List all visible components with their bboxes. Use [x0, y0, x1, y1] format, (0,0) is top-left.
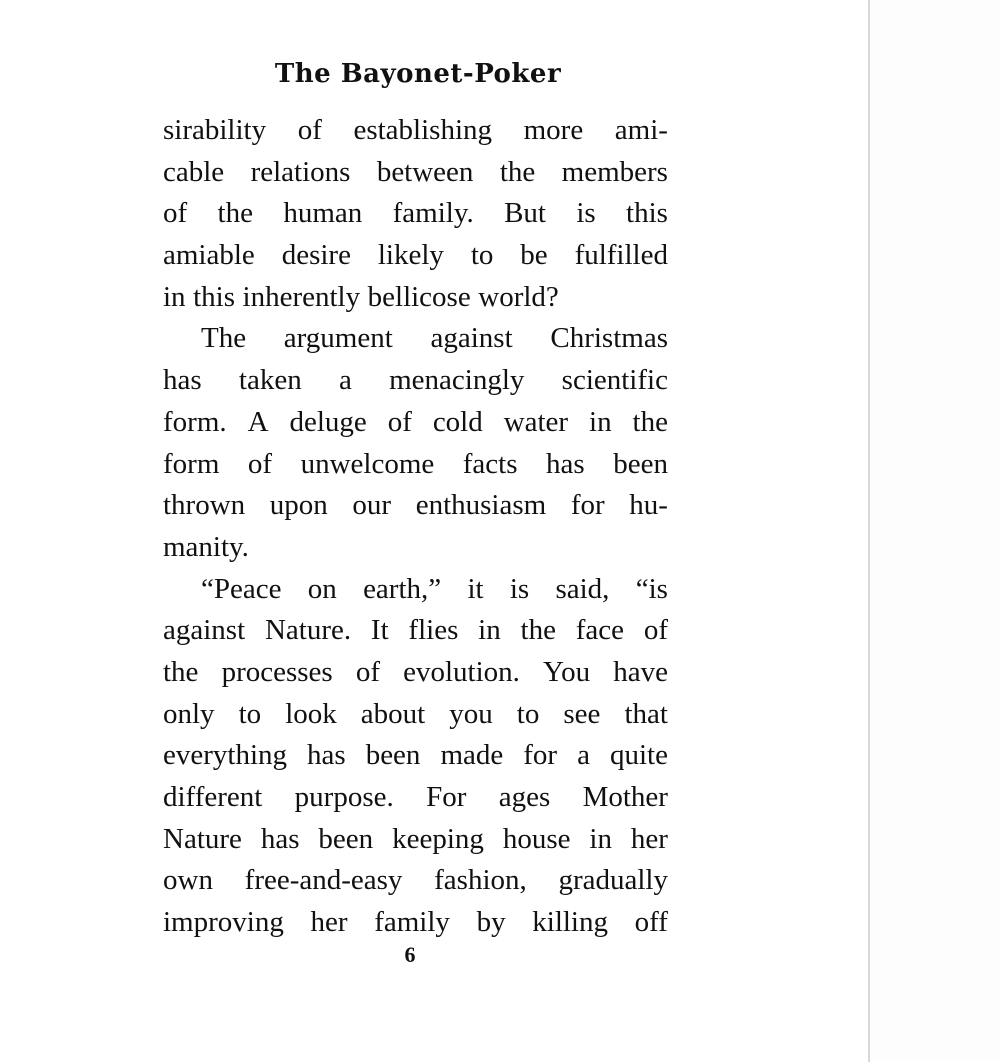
word: form.	[163, 405, 227, 438]
word: facts	[462, 447, 518, 480]
text-line	[163, 860, 668, 902]
word: water	[503, 405, 569, 438]
word: by	[476, 906, 506, 939]
text-line	[163, 152, 668, 194]
word: house	[502, 822, 571, 855]
text-line	[163, 235, 668, 277]
body-text	[163, 110, 668, 944]
word: ages	[498, 781, 551, 813]
word: establishing	[353, 114, 493, 146]
word: this	[626, 197, 668, 230]
word: cold	[432, 405, 483, 438]
word: It	[370, 614, 389, 647]
word: ami-	[614, 114, 668, 146]
word: own	[163, 864, 213, 897]
word: a	[338, 364, 352, 397]
word: of	[355, 655, 380, 688]
word: gradually	[558, 864, 668, 897]
word: likely	[377, 239, 444, 272]
text-line	[163, 902, 668, 944]
word: more	[523, 114, 584, 146]
word: free-and-easy	[244, 864, 403, 897]
word: has	[546, 447, 585, 480]
word: members	[561, 155, 668, 188]
word: off	[634, 906, 668, 939]
word: quite	[609, 739, 668, 772]
word: have	[613, 655, 668, 688]
word: For	[426, 781, 467, 813]
running-head: The Bayonet-Poker	[274, 59, 562, 89]
word: bellicose	[367, 280, 471, 313]
word: scientific	[561, 364, 668, 397]
text-line	[163, 610, 668, 652]
word: hu-	[629, 489, 668, 522]
word: the	[632, 405, 668, 438]
word: been	[613, 447, 668, 480]
text-line	[163, 652, 668, 694]
word: unwelcome	[300, 447, 435, 480]
word: form	[163, 447, 220, 480]
word: against	[163, 614, 246, 647]
word: desire	[281, 239, 351, 272]
word: it	[467, 572, 484, 605]
word: of	[387, 405, 412, 438]
word: taken	[238, 364, 302, 397]
text-line	[163, 777, 668, 819]
word: to	[238, 697, 262, 730]
word: see	[563, 697, 601, 730]
word: human	[283, 197, 363, 230]
text-line	[163, 402, 668, 444]
text-line	[163, 819, 668, 861]
word: of	[163, 197, 188, 230]
word: said,	[555, 572, 610, 605]
word: for	[523, 739, 558, 772]
word: The	[201, 322, 247, 355]
word: has	[307, 739, 346, 772]
word: fulfilled	[574, 239, 668, 272]
word: in	[478, 614, 501, 647]
word: to	[516, 697, 540, 730]
word: of	[247, 447, 273, 480]
word: “Peace	[201, 572, 282, 605]
text-line	[163, 694, 668, 736]
text-line	[163, 485, 668, 527]
word: processes	[221, 655, 333, 688]
word: cable	[163, 155, 225, 188]
word: be	[520, 239, 548, 272]
word: this	[193, 280, 235, 313]
word: been	[365, 739, 421, 772]
word: been	[318, 822, 374, 855]
scan-margin	[870, 0, 1000, 1062]
word: You	[543, 655, 591, 688]
word: in	[589, 405, 612, 438]
word: of	[297, 114, 322, 146]
word: relations	[250, 155, 351, 188]
text-line	[163, 360, 668, 402]
text-line	[163, 193, 668, 235]
word: sirability	[163, 114, 267, 146]
word: for	[570, 489, 605, 522]
word: the	[520, 614, 556, 647]
word: you	[449, 697, 493, 730]
word: between	[376, 155, 474, 188]
text-line	[163, 527, 668, 569]
word: manity.	[163, 530, 249, 563]
word: Mother	[582, 781, 668, 813]
word: thrown	[163, 489, 246, 522]
word: different	[163, 781, 263, 813]
word: is	[576, 197, 596, 230]
word: deluge	[289, 405, 367, 438]
word: in	[163, 280, 186, 313]
word: look	[285, 697, 337, 730]
text-line	[163, 277, 668, 319]
word: fashion,	[434, 864, 527, 897]
word: face	[575, 614, 625, 647]
text-line	[163, 318, 668, 360]
word: A	[247, 405, 269, 438]
word: family.	[392, 197, 474, 230]
word: our	[352, 489, 392, 522]
word: keeping	[392, 822, 484, 855]
word: has	[163, 364, 202, 397]
word: about	[360, 697, 426, 730]
word: “is	[635, 572, 668, 605]
word: the	[217, 197, 253, 230]
word: inherently	[242, 280, 361, 313]
word: of	[643, 614, 668, 647]
word: has	[260, 822, 300, 855]
word: Christmas	[550, 322, 668, 355]
word: world?	[478, 280, 559, 313]
word: But	[504, 197, 546, 230]
word: earth,”	[363, 572, 442, 605]
word: enthusiasm	[415, 489, 547, 522]
word: in	[589, 822, 612, 855]
word: her	[310, 906, 348, 939]
text-line	[163, 569, 668, 611]
word: a	[577, 739, 590, 772]
word: to	[470, 239, 494, 272]
word: made	[440, 739, 504, 772]
word: the	[499, 155, 536, 188]
word: menacingly	[389, 364, 525, 397]
word: upon	[269, 489, 328, 522]
word: her	[630, 822, 668, 855]
word: on	[307, 572, 337, 605]
text-line	[163, 110, 668, 152]
word: argument	[283, 322, 393, 355]
text-line	[163, 735, 668, 777]
page-number: 6	[404, 942, 416, 967]
word: against	[430, 322, 513, 355]
word: flies	[408, 614, 459, 647]
text-line	[163, 444, 668, 486]
word: the	[163, 655, 199, 688]
word: purpose.	[294, 781, 394, 813]
word: amiable	[163, 239, 255, 272]
word: evolution.	[403, 655, 520, 688]
word: Nature	[163, 822, 242, 855]
word: family	[374, 906, 450, 939]
word: improving	[163, 906, 284, 939]
word: is	[509, 572, 530, 605]
word: only	[163, 697, 215, 730]
word: Nature.	[264, 614, 352, 647]
word: everything	[163, 739, 288, 772]
word: that	[624, 697, 668, 730]
word: killing	[532, 906, 608, 939]
